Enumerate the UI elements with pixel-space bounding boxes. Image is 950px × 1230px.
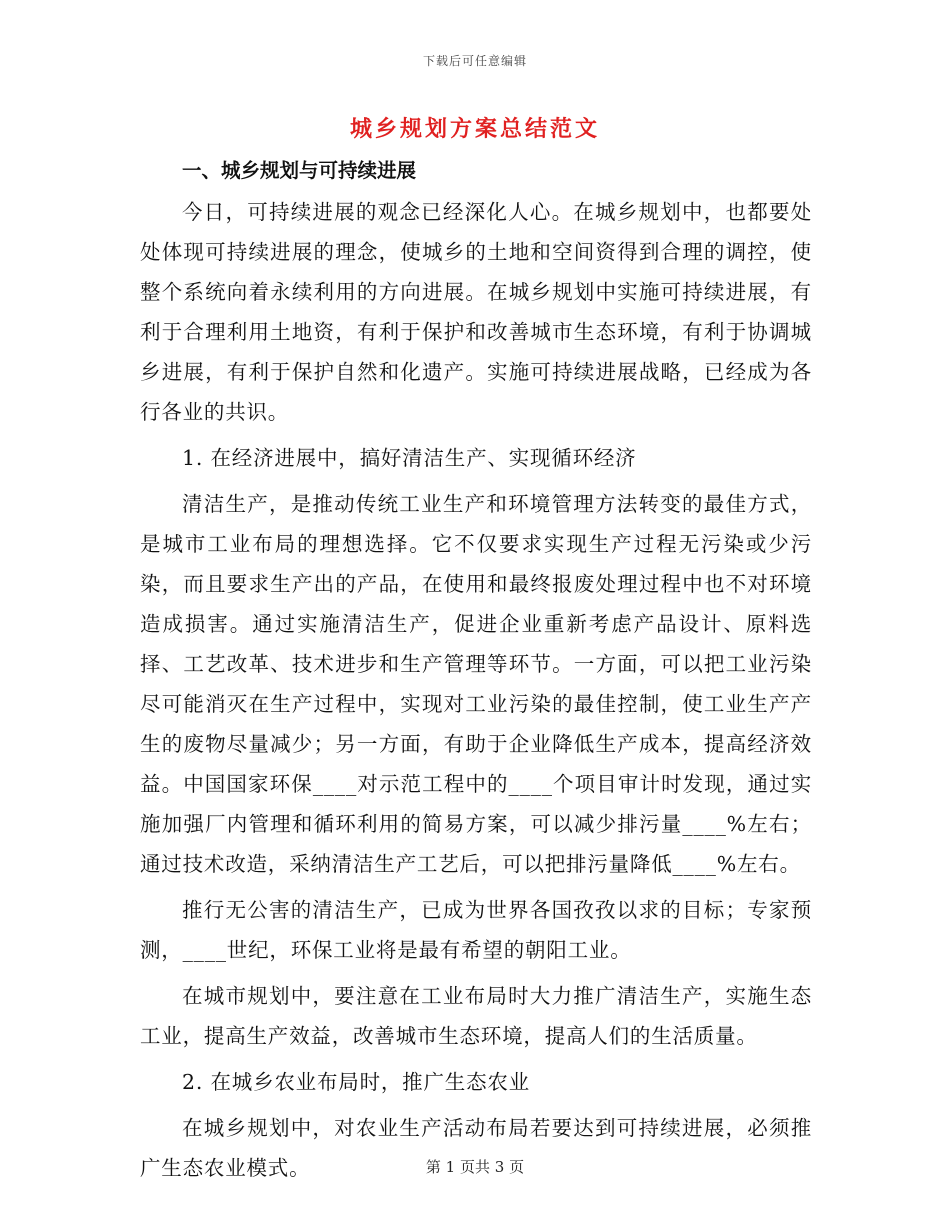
- paragraph-clean-production: 清洁生产，是推动传统工业生产和环境管理方法转变的最佳方式，是城市工业布局的理想选择。它不仅要求实现生产过程无污染或少污染，而且要求生产出的产品，在使用和最终报废处理过程中也不对环境造成损害。通过实施清洁生产，促进企业重新考虑产品设计、原料选择、工艺改革、技术进步和生产管理等环节。一方面，可以把工业污染尽可能消灭在生产过程中，实现对工业污染的最佳控制，使工业生产产生的废物尽量减少；另一方面，有助于企业降低生产成本，提高经济效益。中国国家环保____对示范工程中的____个项目审计时发现，通过实施加强厂内管理和循环利用的简易方案，可以减少排污量____%左右；通过技术改造，采纳清洁生产工艺后，可以把排污量降低____%左右。: [140, 492, 812, 876]
- subheading-item-2: 2. 在城乡农业布局时，推广生态农业: [182, 1070, 530, 1094]
- page-header-note: 下载后可任意编辑: [422, 54, 527, 68]
- paragraph-intro: 今日，可持续进展的观念已经深化人心。在城乡规划中，也都要处处体现可持续进展的理念，使城乡的土地和空间资得到合理的调控，使整个系统向着永续利用的方向进展。在城乡规划中实施可持续进展，有利于合理利用土地资，有利于保护和改善城市生态环境，有利于协调城乡进展，有利于保护自然和化遗产。实施可持续进展战略，已经成为各行各业的共识。: [140, 200, 812, 424]
- page-number-footer: 第 1 页共 3 页: [425, 1158, 525, 1176]
- document-title: 城乡规划方案总结范文: [349, 116, 600, 142]
- paragraph-eco-agriculture: 在城乡规划中，对农业生产活动布局若要达到可持续进展，必须推广生态农业模式。: [140, 1116, 812, 1180]
- paragraph-expert-forecast: 推行无公害的清洁生产，已成为世界各国孜孜以求的目标；专家预测，____世纪，环保工业将是最有希望的朝阳工业。: [140, 898, 812, 962]
- section-heading: 一、城乡规划与可持续进展: [182, 159, 417, 182]
- paragraph-urban-planning: 在城市规划中，要注意在工业布局时大力推广清洁生产，实施生态工业，提高生产效益，改善城市生态环境，提高人们的生活质量。: [140, 984, 812, 1048]
- subheading-item-1: 1. 在经济进展中，搞好清洁生产、实现循环经济: [182, 446, 637, 470]
- document-body: [140, 150, 812, 1194]
